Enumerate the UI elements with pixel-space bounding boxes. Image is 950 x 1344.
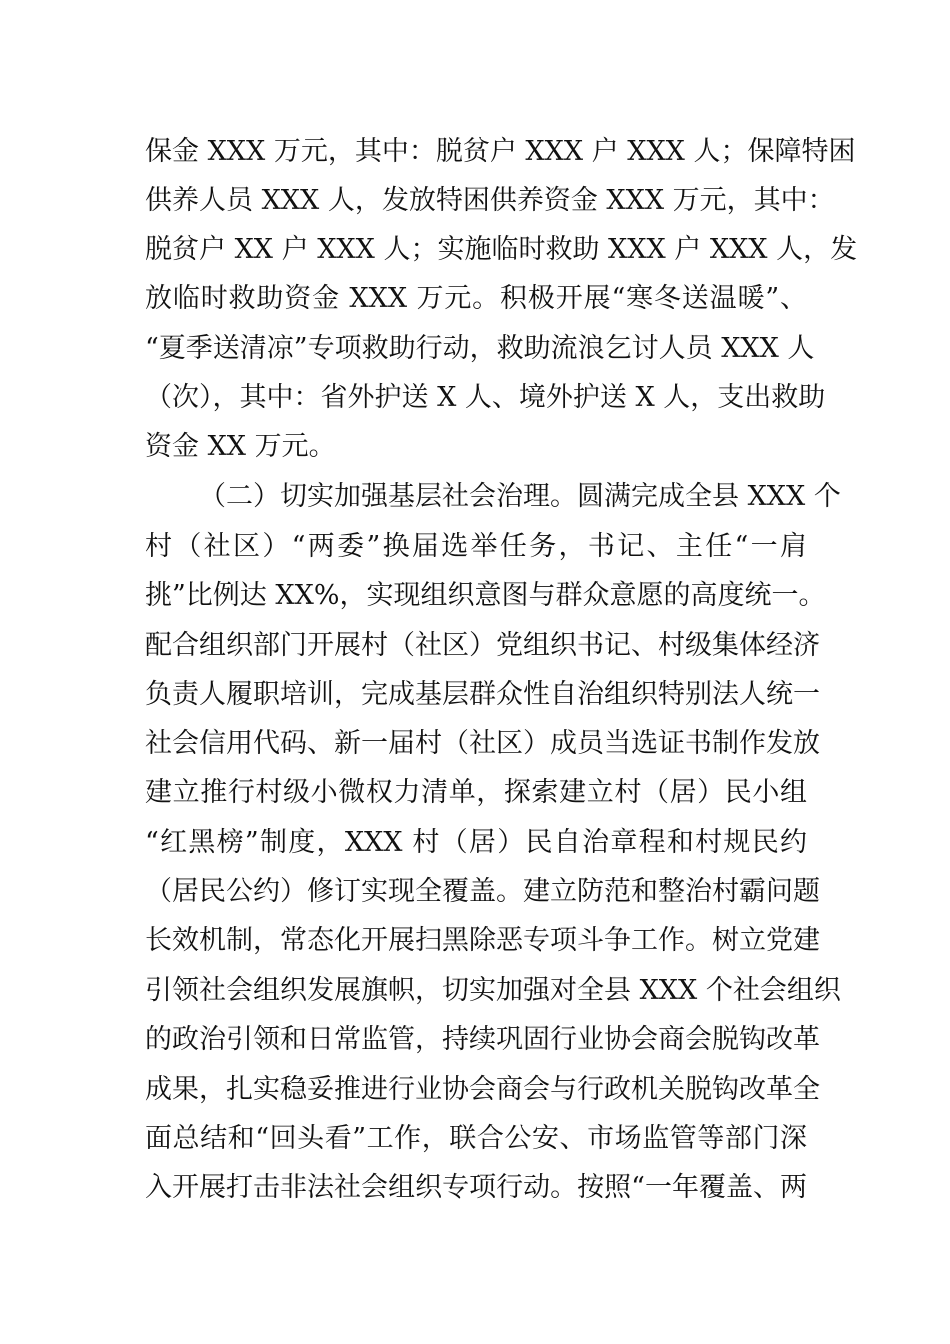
paragraph-2-line: 长效机制，常态化开展扫黑除恶专项斗争工作。树立党建 <box>145 925 820 956</box>
paragraph-1-line: 放临时救助资金 XXX 万元。积极开展“寒冬送温暖”、 <box>145 283 807 314</box>
paragraph-2-line: 的政治引领和日常监管，持续巩固行业协会商会脱钩改革 <box>145 1024 820 1055</box>
paragraph-2-line: 社会信用代码、新一届村（社区）成员当选证书制作发放 <box>145 728 820 759</box>
paragraph-2-line: 挑”比例达 XX%，实现组织意图与群众意愿的高度统一。 <box>145 580 826 611</box>
paragraph-2-line: 负责人履职培训，完成基层群众性自治组织特别法人统一 <box>145 679 820 710</box>
paragraph-2-line: “红黑榜”制度，XXX 村（居）民自治章程和村规民约 <box>145 827 807 858</box>
paragraph-2-line: 建立推行村级小微权力清单，探索建立村（居）民小组 <box>145 777 807 808</box>
paragraph-2-line: 引领社会组织发展旗帜，切实加强对全县 XXX 个社会组织 <box>145 975 841 1006</box>
paragraph-2-line: （居民公约）修订实现全覆盖。建立防范和整治村霸问题 <box>145 876 820 907</box>
paragraph-1-line: 保金 XXX 万元，其中：脱贫户 XXX 户 XXX 人；保障特困 <box>145 136 856 167</box>
paragraph-1-line: （次），其中：省外护送 X 人、境外护送 X 人，支出救助 <box>145 382 826 413</box>
paragraph-2-line: 入开展打击非法社会组织专项行动。按照“一年覆盖、两 <box>145 1172 807 1203</box>
paragraph-1-line: “夏季送清凉”专项救助行动，救助流浪乞讨人员 XXX 人 <box>145 333 815 364</box>
paragraph-2-line: （二）切实加强基层社会治理。圆满完成全县 XXX 个 <box>199 481 841 512</box>
paragraph-1-line: 脱贫户 XX 户 XXX 人；实施临时救助 XXX 户 XXX 人，发 <box>145 234 858 265</box>
paragraph-2-line: 成果，扎实稳妥推进行业协会商会与行政机关脱钩改革全 <box>145 1074 820 1105</box>
paragraph-2-line: 村（社区）“两委”换届选举任务，书记、主任“一肩 <box>145 531 807 562</box>
paragraph-2-line: 面总结和“回头看”工作，联合公安、市场监管等部门深 <box>145 1123 807 1154</box>
paragraph-2-line: 配合组织部门开展村（社区）党组织书记、村级集体经济 <box>145 630 820 661</box>
paragraph-1-line: 供养人员 XXX 人，发放特困供养资金 XXX 万元，其中： <box>145 185 835 216</box>
paragraph-1-line: 资金 XX 万元。 <box>145 431 336 462</box>
